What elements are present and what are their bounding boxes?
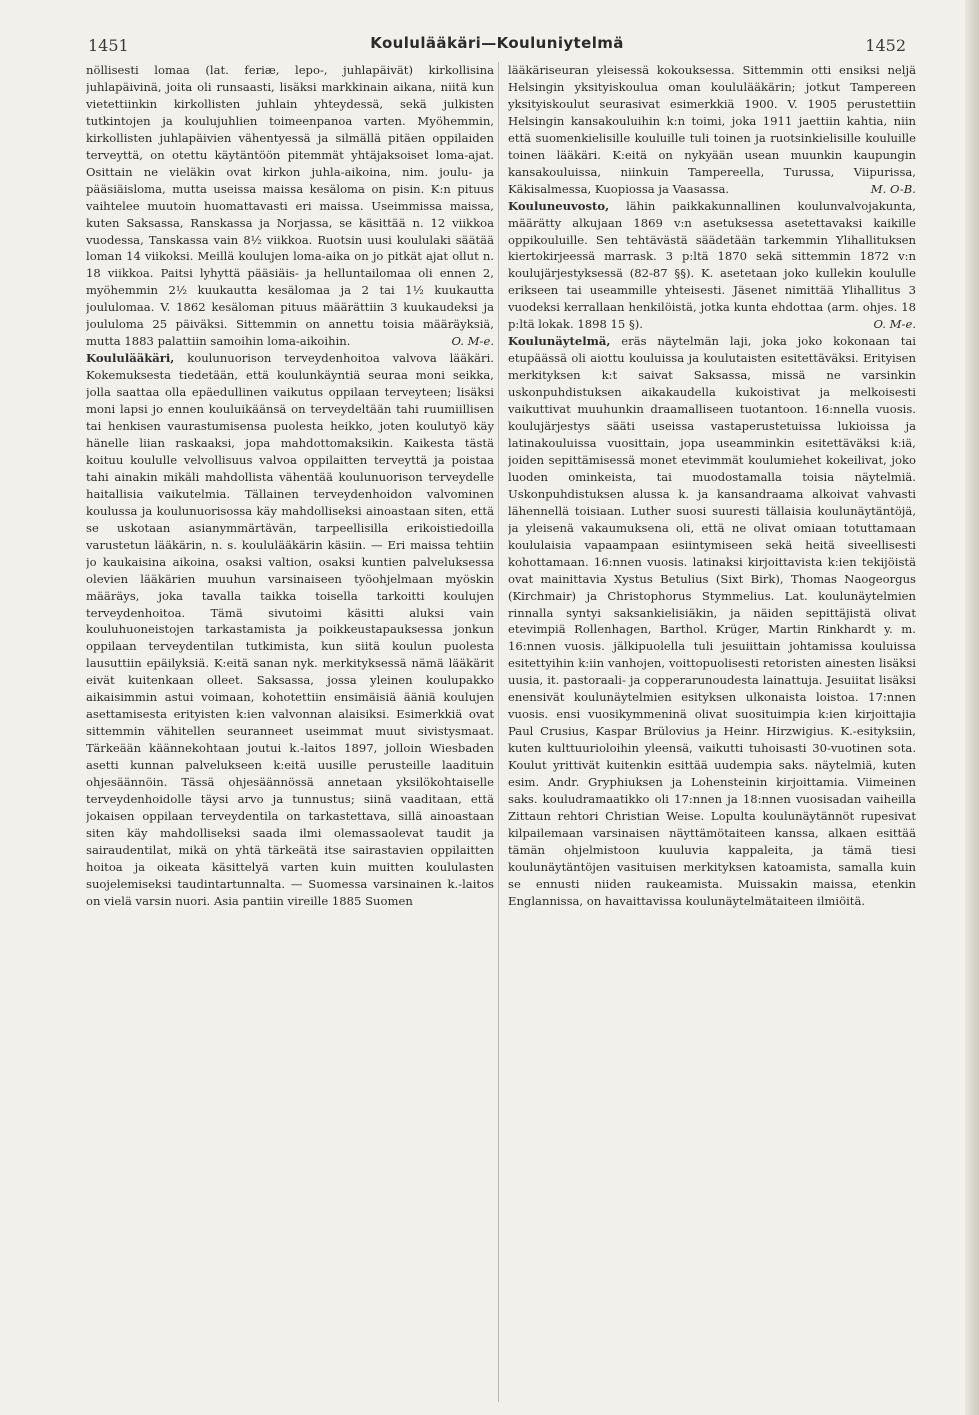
page-header [88,34,906,58]
author-signature: O. M-e. [873,317,916,332]
article-continuation [86,62,494,350]
entry-headword: Koulunäytelmä, [508,334,611,349]
article-koululaakari [86,350,494,909]
article-text: lääkäriseuran yleisessä kokouksessa. Sittemmin otti ensiksi neljä Helsingin yksityiskoulua oman koululääkärin; jotkut Tampereen yksityiskoulut seurasivat esimerkkiä 1900. V. 1905 perustettiin Helsingin kansakouluihin k:n toimi, joka 1911 jaettiin kahtia, niin että suomenkielisille kouluille tuli toinen ja ruotsinkielisille kouluille toinen lääkäri. K:eitä on nykyään usean muunkin kaupungin kansakouluissa, niinkuin Tampereella, Turussa, Viipurissa, Käkisalmessa, Kuopiossa ja Vaasassa. [508,63,916,196]
running-title: Koululääkäri—Kouluniytelmä [370,34,624,52]
article-text: nöllisesti lomaa (lat. feriæ, lepo-, juhlapäivät) kirkollisina juhlapäivinä, joita oli runsaasti, lisäksi markkinain aikana, niitä kun vietettiinkin kirkollisten juhlain yhteydessä, sekä julkisten tutkintojen ja koulujuhlien toimeenpanoa varten. Myöhemmin, kirkollisten juhlapäivien vähentyessä ja silmällä pitäen oppilaiden terveyttä, on otettu käytäntöön pitemmät yhtäjaksoiset loma-ajat. Osittain ne vieläkin ovat kirkon juhla-aikoina, nim. joulu- ja pääsiäisloma, mutta useissa maissa kesäloma on pisin. K:n pituus vaihtelee muutoin huomattavasti eri maissa. Useimmissa maissa, kuten Saksassa, Ranskassa ja Norjassa, se käsittää n. 12 viikkoa vuodessa, Tanskassa vain 8½ viikkoa. Ruotsin uusi koululaki säätää loman 14 viikoksi. Meillä koulujen loma-aika on jo pitkät ajat ollut n. 18 viikkoa. Paitsi lyhyttä pääsiäis- ja helluntailomaa oli ennen 2, myöhemmin 2½ kuukautta kesälomaa ja 2 tai 1½ kuukautta joululomaa. V. 1862 kesäloman pituus määrättiin 3 kuukaudeksi ja joululoma 25 päiväksi. Sittemmin on annettu toisia määräyksiä, mutta 1883 palattiin samoihin loma-aikoihin. [86,63,494,349]
article-text: lähin paikkakunnallinen koulunvalvojakunta, määrätty alkujaan 1869 v:n asetuksessa asetettavaksi kaikille oppikouluille. Sen tehtävästä säädetään tarkemmin Ylihallituksen kiertokirjeessä marrask. 3 p:ltä 1870 sekä sittemmin 1872 v:n koulujärjestyksessä (82-87 §§). K. asetetaan joko kullekin koululle erikseen tai useammille yhteisesti. Jäsenet nimittää Ylihallitus 3 vuodeksi kerrallaan henkilöistä, jotka kunta ehdottaa (arm. ohjes. 18 p:ltä lokak. 1898 15 §). [508,198,916,332]
article-continuation [508,62,916,198]
page-edge [965,0,979,1415]
entry-headword: Koululääkäri, [86,351,175,366]
article-koulunaytelma [508,333,916,909]
article-text: eräs näytelmän laji, joka joko kokonaan tai etupäässä oli aiottu kouluissa ja koulutaisten esitettäväksi. Erityisen merkityksen k:t saivat Saksassa, missä ne varsinkin uskonpuhdistuksen aikakaudella kukoistivat ja melkoisesti vaikuttivat muuhunkin draamalliseen tuotantoon. 16:nnella vuosis. koulujärjestys sääti useissa vastaperustetuissa lukioissa ja latinakouluissa vuosittain, jopa useamminkin esitettäväksi k:iä, joiden sepittämisessä monet etevimmät koulumiehet kokeilivat, joko luoden ominkeista, tai muodostamalla toisia näytelmiä. Uskonpuhdistuksen alussa k. ja kansandraama alkoivat vahvasti lähennellä toisiaan. Luther suosi suuresti tällaisia koulunäytäntöjä, ja yleisenä vakaumuksena oli, että ne olivat omiaan totuttamaan koululaisia vapaampaan esiintymiseen sekä heitä siveellisesti kohottamaan. 16:nnen vuosis. latinaksi kirjoittavista k:ien tekijöistä ovat mainittavia Xystus Betulius (Sixt Birk), Thomas Naogeorgus (Kirchmair) ja Christophorus Stymmelius. Lat. koulunäytelmien rinnalla syntyi saksankielisiäkin, ja näiden sepittäjistä olivat etevimpiä Rollenhagen, Barthol. Krüger, Martin Rinkhardt y. m. 16:nnen vuosis. jälkipuolella tuli jesuiittain johtamissa kouluissa esitettyihin k:iin vanhojen, voittopuolisesti retoristen ainesten lisäksi uusia, it. pastoraali- ja copperarunoudesta lainattuja. Jesuiitat lisäksi enensivät koulunäytelmien esityksen ulkonaista loistoa. 17:nnen vuosis. ensi vuosikymmeninä olivat suosituimpia k:ien kirjoittajia Paul Crusius, Kaspar Brülovius ja Heinr. Hirzwigius. K.-esityksiin, kuten kulttuurioloihin yleensä, vaikutti tuhoisasti 30-vuotinen sota. Koulut yrittivät kuitenkin esittää uudempia saks. näytelmiä, kuten esim. Andr. Gryphiuksen ja Lohensteinin kirjoittamia. Viimeinen saks. kouludramaatikko oli 17:nnen ja 18:nnen vuosisadan vaiheilla Zittaun rehtori Christian Weise. Lopulta koulunäytännöt rupesivat kilpailemaan varsinaisen näyttämötaiteen kanssa, alkaen esittää tämän ohjelmistoon kuuluvia kappaleita, ja tämä tiesi koulunäytäntöjen vasituisen merkityksen katoamista, samalla kuin se ennusti niiden raukeamista. Muissakin maissa, etenkin Englannissa, on havaittavissa koulunäytelmätaiteen ilmiöitä. [508,334,916,908]
article-kouluneuvosto [508,198,916,334]
article-text: koulunuorison terveydenhoitoa valvova lääkäri. Kokemuksesta tiedetään, että koulunkäyntiä seuraa moni seikka, jolla saattaa olla epäedullinen vaikutus oppilaan terveyteen; lisäksi moni lapsi jo ennen kouluikäänsä on terveydeltään tahi ruumiillisen tai henkisen vaurastumisensa puolesta heikko, joten koulutyö käy hänelle liian raskaaksi, jopa mahdottomaksikin. Kaikesta tästä koituu koululle velvollisuus valvoa oppilaitten terveyttä ja poistaa tahi ainakin mikäli mahdollista vähentää koulunuorison terveydelle haitallisia vaikutelmia. Tällainen terveydenhoidon valvominen koulussa ja koulunuorisossa käy mahdolliseksi ainoastaan siten, että se uskotaan asianymmärtävän, tarpeellisilla erikoistiedoilla varustetun lääkärin, n. s. koululääkärin käsiin. — Eri maissa tehtiin jo kaukaisina aikoina, osaksi valtion, osaksi kuntien palveluksessa olevien lääkärien muuhun varsinaiseen työohjelmaan myöskin määräys, joka tavalla taikka toisella tarkoitti koulujen terveydenhoitoa. Tämä sivutoimi käsitti aluksi vain kouluhuoneistojen tarkastamista ja poikkeustapauksessa jonkun oppilaan terveydentilan tutkimista, kun siitä koulun puolesta lausuttiin epäilyksiä. K:eitä sanan nyk. merkityksessä nämä lääkärit eivät kuitenkaan olleet. Saksassa, jossa yleinen koulupakko aikaisimmin astui voimaan, kohotettiin ensimäisiä ääniä koulujen asettamisesta erityisten k:ien valvonnan alaisiksi. Esimerkkiä ovat sittemmin vähitellen seuranneet useimmat muut sivistysmaat. Tärkeään käännekohtaan joutui k.-laitos 1897, jolloin Wiesbaden asetti kunnan palvelukseen k:eitä uusille perusteille laadituin ohjesäännöin. Tässä ohjesäännössä annetaan yksilökohtaiselle terveydenhoidolle täysi arvo ja tunnustus; siinä vaaditaan, että jokaisen oppilaan terveydentila on tarkastettava, sillä ainoastaan siten käy mahdolliseksi saada ilmi olemassaolevat taudit ja sairaudentilat, mikä on yhtä tärkeätä itse sairastavien oppilaitten hoitoa ja oikeata käsittelyä varten kuin muitten koululasten suojelemiseksi taudintartunnalta. — Suomessa varsinainen k.-laitos on vielä varsin nuori. Asia pantiin vireille 1885 Suomen [86,351,494,908]
column-divider [498,62,499,1402]
author-signature: O. M-e. [451,334,494,349]
right-page-number: 1452 [865,36,906,55]
entry-headword: Kouluneuvosto, [508,198,610,213]
left-page-number: 1451 [88,36,129,55]
author-signature: M. O-B. [870,181,916,196]
left-column [86,62,494,1402]
right-column [508,62,916,1402]
